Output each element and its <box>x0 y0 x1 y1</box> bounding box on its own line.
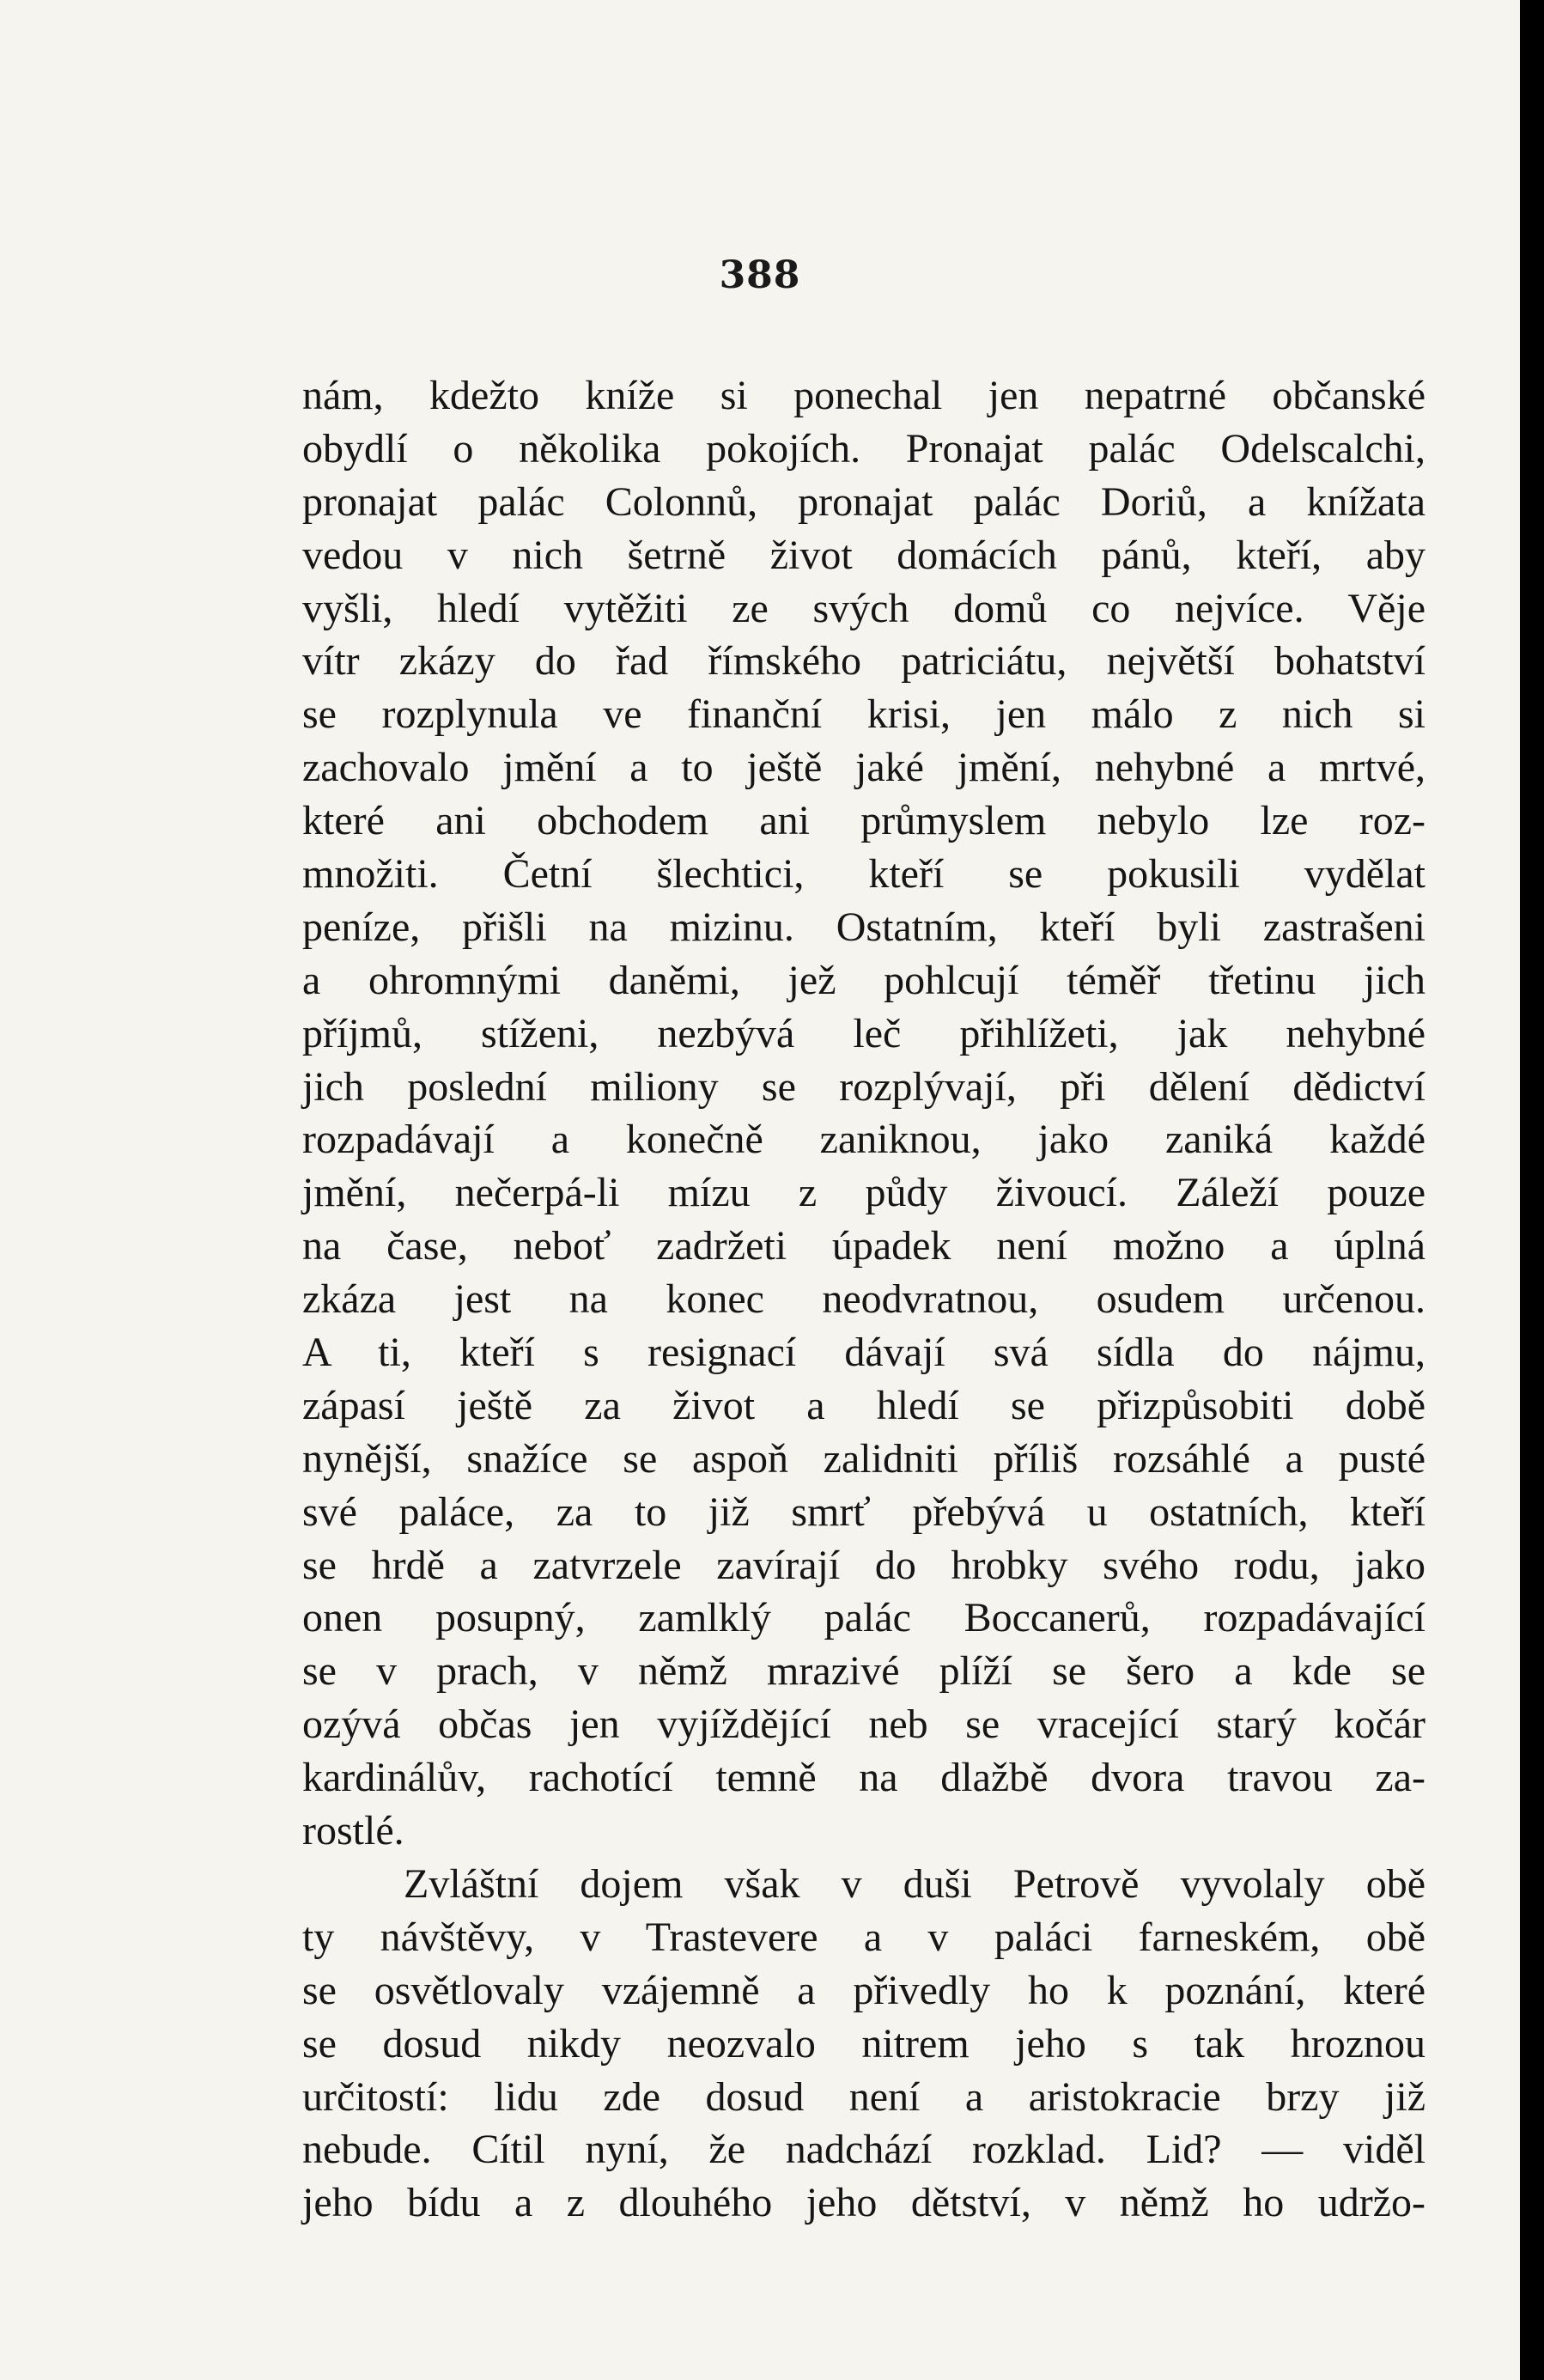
text-line: nynější, snažíce se aspoň zalidniti příliš rozsáhlé a pusté <box>302 1435 1425 1482</box>
paragraph-end-line: rostlé. <box>302 1808 404 1854</box>
text-line: nám, kdežto kníže si ponechal jen nepatrné občanské <box>302 373 1425 418</box>
text-line: vedou v nich šetrně život domácích pánů, kteří, aby <box>302 532 1425 578</box>
text-line: kardinálův, rachotící temně na dlažbě dvora travou za- <box>302 1755 1425 1801</box>
text-line: které ani obchodem ani průmyslem nebylo lze roz- <box>302 798 1425 844</box>
text-line: vyšli, hledí vytěžiti ze svých domů co nejvíce. Věje <box>302 585 1425 631</box>
text-line: množiti. Četní šlechtici, kteří se pokusili vydělat <box>302 851 1425 898</box>
paragraph-start-line: Zvláštní dojem však v duši Petrově vyvolaly obě <box>404 1860 1425 1907</box>
text-line: nebude. Cítil nyní, že nadchází rozklad. Lid? — viděl <box>302 2127 1425 2173</box>
page-number: 388 <box>719 253 801 297</box>
text-line: ty návštěvy, v Trastevere a v paláci farneském, obě <box>302 1914 1425 1960</box>
text-line: své paláce, za to již smrť přebývá u ostatních, kteří <box>302 1488 1425 1535</box>
text-line: jeho bídu a z dlouhého jeho dětství, v němž ho udržo- <box>302 2180 1425 2226</box>
text-line: příjmů, stíženi, nezbývá leč přihlížeti, jak nehybné <box>302 1010 1425 1056</box>
text-line: na čase, neboť zadržeti úpadek není možno a úplná <box>302 1223 1425 1269</box>
text-line: zkáza jest na konec neodvratnou, osudem určenou. <box>302 1276 1425 1323</box>
text-line: onen posupný, zamlklý palác Boccanerů, rozpadávající <box>302 1595 1425 1641</box>
text-line: vítr zkázy do řad římského patriciátu, největší bohatství <box>302 638 1425 685</box>
text-line: pronajat palác Colonnů, pronajat palác Doriů, a knížata <box>302 478 1425 525</box>
text-line: zápasí ještě za život a hledí se přizpůsobiti době <box>302 1382 1425 1428</box>
text-line: se hrdě a zatvrzele zavírají do hrobky svého rodu, jako <box>302 1542 1425 1588</box>
text-line: obydlí o několika pokojích. Pronajat palác Odelscalchi, <box>302 425 1425 472</box>
body-text <box>302 369 1425 2230</box>
text-line: zachovalo jmění a to ještě jaké jmění, nehybné a mrtvé, <box>302 745 1425 791</box>
text-line: ozývá občas jen vyjíždějící neb se vracející starý kočár <box>302 1701 1425 1748</box>
text-line: se rozplynula ve finanční krisi, jen málo z nich si <box>302 691 1425 738</box>
text-line: a ohromnými daněmi, jež pohlcují téměř třetinu jich <box>302 957 1425 1003</box>
text-line: rozpadávají a konečně zaniknou, jako zaniká každé <box>302 1117 1425 1163</box>
text-line: se v prach, v němž mrazivé plíží se šero a kde se <box>302 1648 1425 1695</box>
text-line: určitostí: lidu zde dosud není a aristokracie brzy již <box>302 2073 1425 2120</box>
text-line: se osvětlovaly vzájemně a přivedly ho k poznání, které <box>302 1967 1425 2013</box>
text-line: se dosud nikdy neozvalo nitrem jeho s tak hroznou <box>302 2020 1425 2067</box>
text-line: jmění, nečerpá-li mízu z půdy živoucí. Záleží pouze <box>302 1170 1425 1216</box>
text-line: jich poslední miliony se rozplývají, při dělení dědictví <box>302 1063 1425 1110</box>
text-line: peníze, přišli na mizinu. Ostatním, kteří byli zastrašeni <box>302 904 1425 950</box>
text-line: A ti, kteří s resignací dávají svá sídla do nájmu, <box>302 1330 1425 1376</box>
